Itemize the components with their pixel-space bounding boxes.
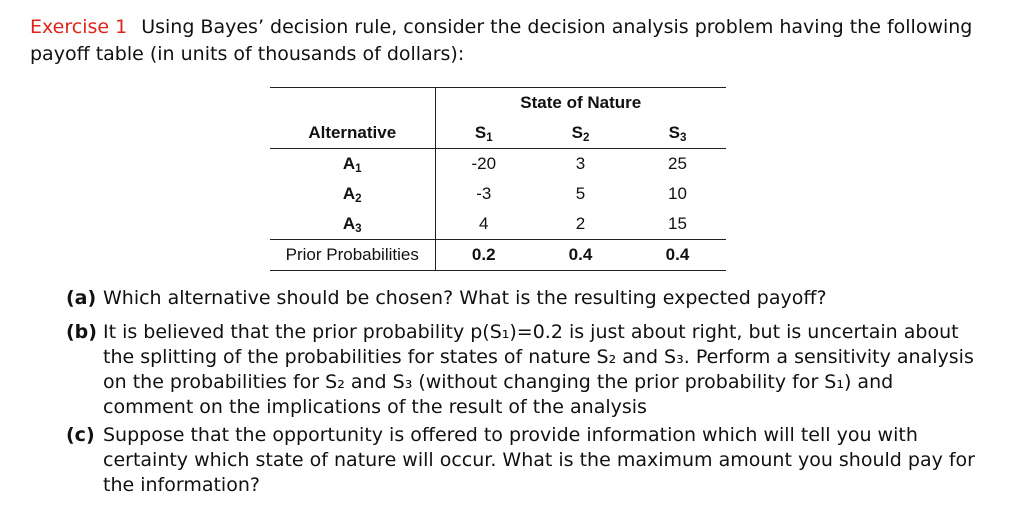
table-cell: 5	[575, 184, 586, 203]
state-of-nature-header: State of Nature	[435, 88, 726, 119]
prior-value: 0.2	[435, 240, 532, 271]
question-label: (a)	[66, 287, 97, 309]
table-cell: 10	[668, 184, 687, 203]
exercise-label: Exercise 1	[30, 16, 128, 38]
table-cell: 2	[575, 214, 586, 233]
table-cell: -3	[476, 184, 492, 203]
state-header-s2: $S_2$	[532, 118, 629, 149]
question-list	[66, 286, 976, 507]
table-cell: 25	[668, 154, 687, 173]
exercise-intro	[30, 14, 1020, 68]
question-text: Suppose that the opportunity is offered to provide information which will tell you with certainty which state of nature will occur. What is the maximum amount you should pay for the information?	[103, 424, 975, 496]
alternative-a3: $A_3$	[270, 209, 435, 240]
payoff-table	[270, 87, 726, 271]
table-cell: -20	[471, 154, 497, 173]
alternative-a2: $A_2$	[270, 179, 435, 209]
question-label: (b)	[66, 321, 97, 343]
exercise-intro-text: Using Bayes’ decision rule, consider the decision analysis problem having the following payoff table (in units of thousands of dollars):	[30, 16, 973, 65]
prior-value: 0.4	[532, 240, 629, 271]
prior-value: 0.4	[629, 240, 726, 271]
alternative-header: Alternative	[270, 118, 435, 149]
table-cell: 4	[479, 214, 489, 233]
question-text: It is believed that the prior probability p(S₁)=0.2 is just about right, but is uncertain about the splitting of the probabilities for states of nature S₂ and S₃. Perform a sensitivity analysis on the probabilities for S₂ and S₃ (without changing the prior probability for S₁) and comment on the implications of the result of the analysis	[103, 321, 974, 418]
question-a	[66, 286, 976, 311]
state-header-s3: $S_3$	[629, 118, 726, 149]
table-row	[270, 209, 726, 240]
question-b	[66, 320, 976, 420]
prior-probabilities-row	[270, 240, 726, 271]
table-header-row	[270, 118, 726, 149]
question-c	[66, 423, 976, 498]
table-row	[270, 179, 726, 209]
table-group-header-row	[270, 88, 726, 119]
alternative-a1: $A_1$	[270, 149, 435, 180]
question-text: Which alternative should be chosen? What is the resulting expected payoff?	[103, 287, 827, 309]
prior-probabilities-label: Prior Probabilities	[270, 240, 435, 271]
table-cell: 15	[668, 214, 687, 233]
state-header-s1: $S_1$	[435, 118, 532, 149]
table-row	[270, 149, 726, 180]
question-label: (c)	[66, 424, 95, 446]
table-cell: 3	[575, 154, 586, 173]
